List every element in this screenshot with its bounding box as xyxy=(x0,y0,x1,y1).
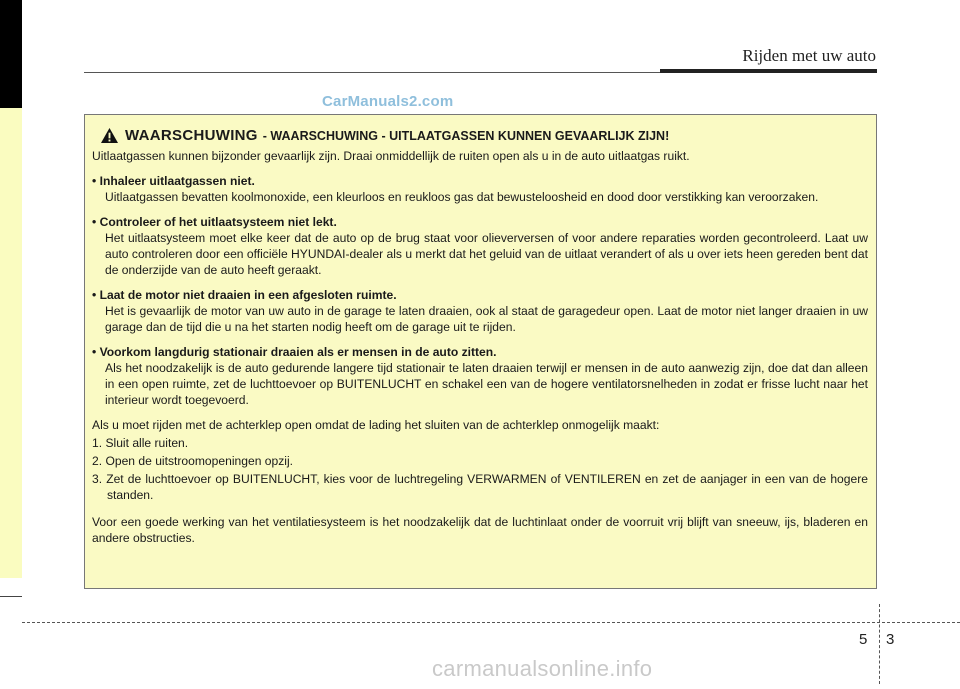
step-item: 1. Sluit alle ruiten. xyxy=(92,436,189,450)
warning-intro: Uitlaatgassen kunnen bijzonder gevaarlijk zijn. Draai onmiddellijk de ruiten open als u in de auto uitlaatgas ruikt. xyxy=(92,149,690,163)
page-number: 3 xyxy=(886,631,895,648)
chapter-tab-yellow xyxy=(0,108,22,578)
chapter-number: 5 xyxy=(859,631,868,648)
page-number-divider xyxy=(879,604,880,684)
bullet-body: Het uitlaatsysteem moet elke keer dat de auto op de brug staat voor olieverversen of voor andere reparaties worden gecontroleerd. Laat uw auto controleren door een officiële HYUNDAI-dealer als u merkt dat het geluid van de uitlaat verandert of als u over iets heen gereden bent dat de onderzijde van de auto heeft geraakt. xyxy=(105,231,868,277)
footer-divider xyxy=(22,622,960,623)
chapter-title: Rijden met uw auto xyxy=(742,46,876,65)
warning-closing: Voor een goede werking van het ventilatiesysteem is het noodzakelijk dat de luchtinlaat onder de voorruit vrij blijft van sneeuw, ijs, bladeren en andere obstructies. xyxy=(92,515,868,545)
warning-triangle-icon xyxy=(100,127,119,144)
chapter-tab-black xyxy=(0,0,22,108)
side-divider xyxy=(0,596,22,597)
step-item: 3. Zet de luchttoevoer op BUITENLUCHT, kies voor de luchtregeling VERWARMEN of VENTILEREN en zet de aanjager in een van de hogere standen. xyxy=(92,472,868,502)
warning-word: WAARSCHUWING xyxy=(125,126,258,144)
bullet-title: • Laat de motor niet draaien in een afgesloten ruimte. xyxy=(92,288,397,302)
header-rule-thin xyxy=(84,72,660,73)
header-rule-thick xyxy=(660,69,877,73)
watermark-bottom: carmanualsonline.info xyxy=(432,656,653,681)
bullet-title: • Voorkom langdurig stationair draaien als er mensen in de auto zitten. xyxy=(92,345,497,359)
bullet-body: Het is gevaarlijk de motor van uw auto in de garage te laten draaien, ook al staat de garagedeur open. Laat de motor niet langer draaien in uw garage dan de tijd die u na het starten nodig heeft om de garage uit te rijden. xyxy=(105,304,868,334)
bullet-title: • Controleer of het uitlaatsysteem niet lekt. xyxy=(92,215,337,229)
watermark-top: CarManuals2.com xyxy=(322,93,454,110)
step-item: 2. Open de uitstroomopeningen opzij. xyxy=(92,454,294,468)
warning-box xyxy=(84,114,877,589)
bullet-body: Als het noodzakelijk is de auto gedurende langere tijd stationair te laten draaien terwijl er mensen in de auto aanwezig zijn, doe dat dan alleen in een open ruimte, zet de luchttoevoer op BUITENLUCHT en schakel een van de hogere ventilatorsnelheden in zodat er frisse lucht naar het interieur wordt toegevoerd. xyxy=(105,361,868,407)
warning-heading xyxy=(100,127,868,144)
warning-subtitle: - WAARSCHUWING - UITLAATGASSEN KUNNEN GEVAARLIJK ZIJN! xyxy=(262,128,670,143)
tailgate-intro: Als u moet rijden met de achterklep open omdat de lading het sluiten van de achterklep onmogelijk maakt: xyxy=(92,418,660,432)
bullet-body: Uitlaatgassen bevatten koolmonoxide, een kleurloos en reukloos gas dat bewusteloosheid en dood door verstikking kan veroorzaken. xyxy=(105,190,819,204)
bullet-title: • Inhaleer uitlaatgassen niet. xyxy=(92,174,255,188)
